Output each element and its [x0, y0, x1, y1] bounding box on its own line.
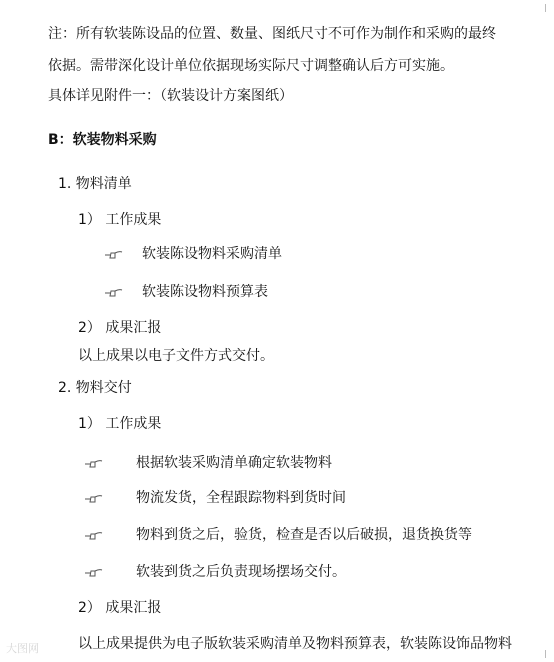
hand-pointer-icon — [104, 286, 124, 298]
item-1-report: 以上成果以电子文件方式交付。 — [78, 348, 274, 364]
item-1-sub-2: 2） 成果汇报 — [78, 320, 162, 336]
item-1-heading: 1. 物料清单 — [58, 176, 132, 192]
note-line-1: 注：所有软装陈设品的位置、数量、图纸尺寸不可作为制作和采购的最终 — [48, 26, 496, 42]
item-2-bullet-1: 根据软装采购清单确定软装物料 — [136, 455, 332, 471]
note-line-2: 依据。需带深化设计单位依据现场实际尺寸调整确认后方可实施。 — [48, 58, 454, 74]
note-line-3: 具体详见附件一：（软装设计方案图纸） — [48, 88, 293, 104]
page-edge-mark — [545, 650, 546, 658]
item-1-bullet-2: 软装陈设物料预算表 — [142, 284, 268, 300]
item-2-sub-1: 1） 工作成果 — [78, 416, 162, 432]
item-1-bullet-1: 软装陈设物料采购清单 — [142, 246, 282, 262]
hand-pointer-icon — [84, 492, 104, 504]
item-2-heading: 2. 物料交付 — [58, 380, 132, 396]
item-2-report: 以上成果提供为电子版软装采购清单及物料预算表，软装陈设饰品物料 — [78, 636, 512, 652]
section-b-heading: B：软装物料采购 — [48, 132, 157, 148]
watermark: 大图网 — [6, 642, 39, 655]
hand-pointer-icon — [104, 248, 124, 260]
hand-pointer-icon — [84, 566, 104, 578]
item-2-bullet-3: 物料到货之后，验货，检查是否以后破损，退货换货等 — [136, 527, 472, 543]
item-2-sub-2: 2） 成果汇报 — [78, 600, 162, 616]
item-2-bullet-4: 软装到货之后负责现场摆场交付。 — [136, 564, 346, 580]
item-2-bullet-2: 物流发货，全程跟踪物料到货时间 — [136, 490, 346, 506]
hand-pointer-icon — [84, 457, 104, 469]
hand-pointer-icon — [84, 529, 104, 541]
item-1-sub-1: 1） 工作成果 — [78, 212, 162, 228]
page-edge-mark — [545, 4, 546, 12]
